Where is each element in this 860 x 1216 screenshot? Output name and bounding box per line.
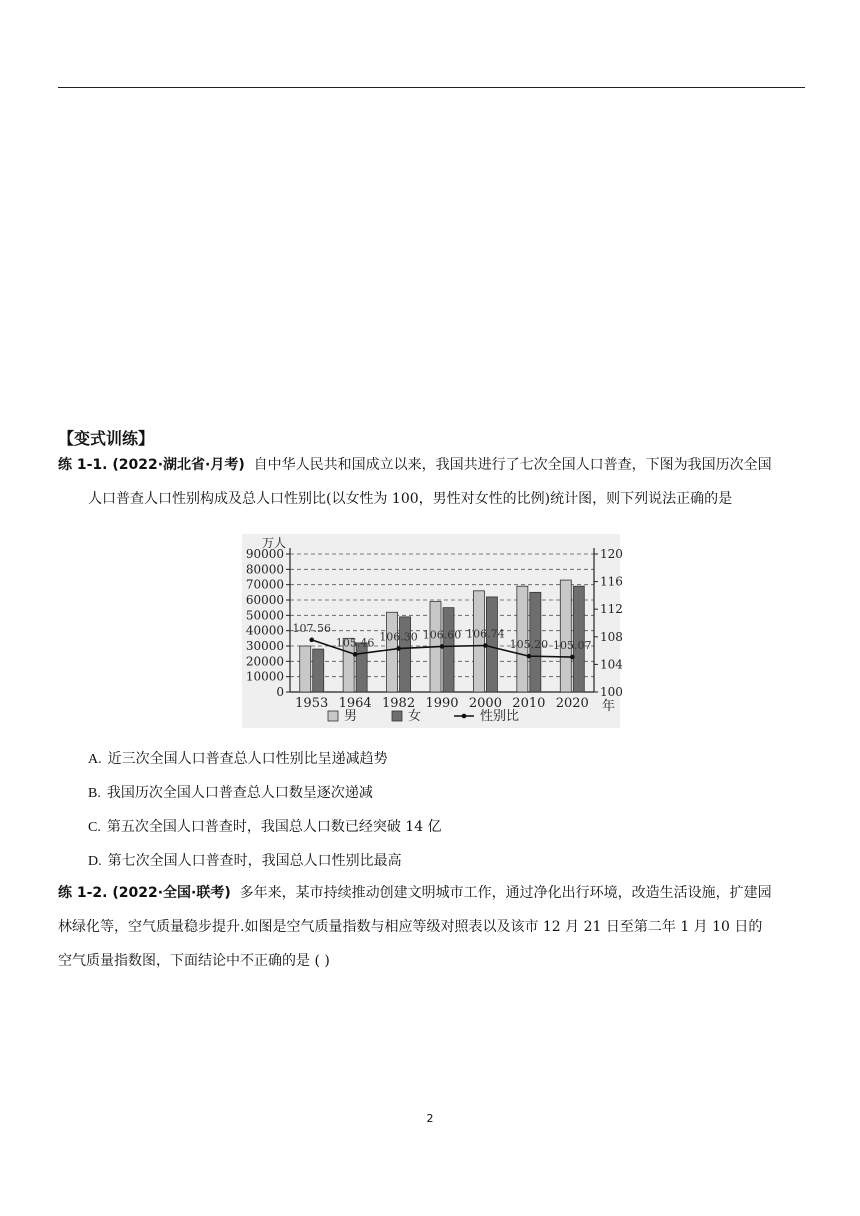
left-axis-tick-label: 30000 [245,639,284,653]
option-c[interactable] [88,816,442,836]
sex-ratio-label: 106.30 [379,630,418,644]
x-tick-label: 2020 [555,696,589,711]
left-axis-tick-label: 0 [276,685,284,699]
bar-female [400,617,411,692]
left-axis-tick-label: 60000 [245,593,284,607]
page-number: 2 [426,1112,434,1125]
population-chart [242,534,623,728]
bar-female [443,608,454,692]
sex-ratio-label: 105.07 [553,639,592,653]
x-tick-label: 2010 [512,696,546,711]
sex-ratio-label: 105.20 [509,638,549,652]
left-axis-tick-label: 80000 [245,562,284,577]
bar-male [473,591,484,692]
right-axis-tick-label: 116 [600,574,623,589]
legend-female-swatch [392,711,402,721]
left-axis-tick-label: 70000 [245,577,284,592]
option-b[interactable] [88,782,373,802]
legend-ratio-label: 性别比 [480,709,520,724]
sex-ratio-label: 107.56 [292,621,331,635]
sex-ratio-point [353,652,358,657]
option-d-text: 第七次全国人口普查时，我国总人口性别比最高 [107,853,402,869]
legend-female-label: 女 [408,709,422,724]
sex-ratio-label: 106.74 [466,627,505,641]
option-b-letter: B. [88,786,101,801]
question-1-text-1: 自中华人民共和国成立以来，我国共进行了七次全国人口普查，下图为我国历次全国 [253,457,772,473]
sex-ratio-label: 106.60 [422,628,462,642]
question-1-line-1 [58,448,808,482]
option-c-text: 第五次全国人口普查时，我国总人口数已经突破 14 亿 [106,819,442,835]
x-tick-label: 1953 [295,696,329,711]
left-axis-tick-label: 40000 [245,623,284,638]
question-2-line-2: 林绿化等，空气质量稳步提升.如图是空气质量指数与相应等级对照表以及该市 12 月 21 日至第二年 1 月 10 日的 [58,919,763,935]
bar-male [560,580,571,692]
sex-ratio-point [483,643,488,648]
left-axis-tick-label: 90000 [245,547,284,561]
left-axis-tick-label: 50000 [245,608,284,623]
header-rule [58,87,805,88]
left-axis-tick-label: 20000 [245,654,284,669]
sex-ratio-point [309,638,314,643]
option-b-text: 我国历次全国人口普查总人口数呈逐次递减 [106,785,373,801]
sex-ratio-label: 105.46 [335,636,375,650]
x-tick-label: 1982 [382,696,416,711]
x-tick-label: 1964 [338,696,372,711]
option-a-text: 近三次全国人口普查总人口性别比呈递减趋势 [107,751,388,767]
option-d[interactable] [88,850,402,870]
option-c-letter: C. [88,820,101,835]
bar-male [300,646,311,692]
option-d-letter: D. [88,854,102,869]
option-a-letter: A. [88,752,102,767]
sex-ratio-point [440,644,445,649]
right-axis-tick-label: 108 [600,629,623,644]
question-2-text-1: 多年来，某市持续推动创建文明城市工作，通过净化出行环境，改造生活设施，扩建园 [239,885,772,901]
legend-male-swatch [328,711,338,721]
x-tick-label: 1990 [425,696,459,711]
option-a[interactable] [88,748,388,768]
right-axis-tick-label: 112 [600,602,623,617]
x-axis-unit: 年 [602,699,616,714]
question-2-line-1 [58,876,808,910]
question-2-label: 练 1-2. (2022·全国·联考) [58,885,231,901]
question-2-line-3: 空气质量指数图，下面结论中不正确的是 ( ) [58,953,330,969]
sex-ratio-point [396,646,401,651]
right-axis-tick-label: 120 [600,547,623,561]
question-1-label: 练 1-1. (2022·湖北省·月考) [58,457,245,473]
x-tick-label: 2000 [468,696,502,711]
legend-ratio-point [462,714,467,719]
bar-female [313,649,324,692]
chart-svg [242,534,623,728]
left-axis-tick-label: 10000 [245,669,284,684]
left-axis-unit: 万人 [261,536,286,550]
question-1-line-2: 人口普查人口性别构成及总人口性别比(以女性为 100，男性对女性的比例)统计图，则下列说法正确的是 [88,491,733,507]
bar-female [486,597,497,692]
sex-ratio-point [527,654,532,659]
section-title: 【变式训练】 [58,429,155,448]
legend-male-label: 男 [344,709,358,724]
right-axis-tick-label: 104 [600,657,623,672]
right-axis-tick-label: 100 [600,685,623,699]
bar-female [356,643,367,692]
bar-male [387,612,398,692]
sex-ratio-point [570,655,575,660]
